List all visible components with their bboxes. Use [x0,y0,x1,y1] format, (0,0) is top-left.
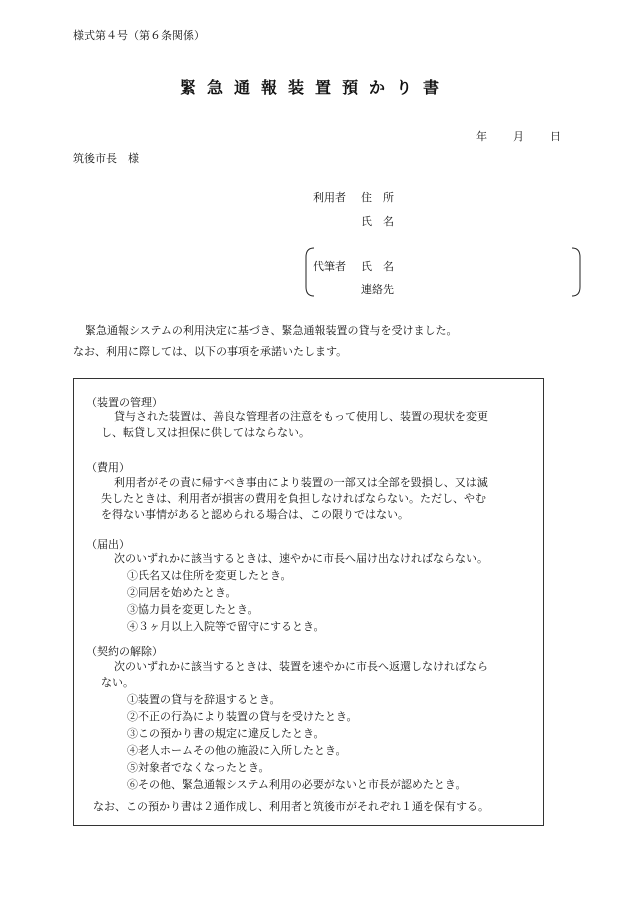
expenses-line: 失したときは、利用者が損害の費用を負担しなければならない。ただし、やむ [101,492,486,505]
terms-box [73,378,544,826]
notification-lead: 次のいずれかに該当するときは、速やかに市長へ届け出なければならない。 [114,552,488,565]
list-item: ③この預かり書の規定に違反したとき。 [127,727,325,740]
expenses-line: を得ない事情があると認められる場合は、この限りではない。 [101,508,409,521]
expenses-line: 利用者がその責に帰すべき事由により装置の一部又は全部を毀損し、又は滅 [114,476,488,489]
proxy-contact-label: 連絡先 [361,283,394,296]
document-title: 緊急通報装置預かり書 [179,78,450,97]
list-item: ④３ヶ月以上入院等で留守にするとき。 [127,620,325,633]
user-address-label: 住 所 [361,191,394,204]
section-heading-notification: （届出） [86,538,130,551]
notification-items [127,567,325,635]
section-heading-management: （装置の管理） [86,396,163,409]
date-day-label: 日 [550,130,561,143]
cancellation-lead: 次のいずれかに該当するときは、装置を速やかに市長へ返還しなければなら [114,660,488,673]
list-item: ⑥その他、緊急通報システム利用の必要がないと市長が認めたとき。 [127,778,467,791]
form-number: 様式第４号（第６条関係） [73,29,205,42]
addressee: 筑後市長 様 [73,152,139,165]
closing-statement: なお、この預かり書は２通作成し、利用者と筑後市がそれぞれ１通を保有する。 [93,800,489,813]
section-heading-expenses: （費用） [86,461,130,474]
list-item: ⑤対象者でなくなったとき。 [127,761,270,774]
cancellation-lead: ない。 [101,676,134,689]
date-month-label: 月 [513,130,524,143]
intro-line: なお、利用に際しては、以下の事項を承諾いたします。 [73,345,348,358]
list-item: ③協力員を変更したとき。 [127,603,259,616]
date-line [476,128,561,144]
list-item: ①氏名又は住所を変更したとき。 [127,569,292,582]
user-label: 利用者 [313,191,346,204]
proxy-label: 代筆者 [313,260,346,273]
cancellation-items [127,691,466,793]
list-item: ②同居を始めたとき。 [127,586,237,599]
section-heading-cancellation: （契約の解除） [86,645,163,658]
management-line: 貸与された装置は、善良な管理者の注意をもって使用し、装置の現状を変更 [114,410,488,423]
user-name-label: 氏 名 [361,215,394,228]
proxy-name-label: 氏 名 [361,260,394,273]
management-line: し、転貸し又は担保に供してはならない。 [101,426,310,439]
proxy-bracket [305,247,581,297]
list-item: ①装置の貸与を辞退するとき。 [127,693,281,706]
date-year-label: 年 [476,130,487,143]
list-item: ④老人ホームその他の施設に入所したとき。 [127,744,347,757]
list-item: ②不正の行為により装置の貸与を受けたとき。 [127,710,358,723]
right-bracket-icon [571,247,581,297]
intro-line: 緊急通報システムの利用決定に基づき、緊急通報装置の貸与を受けました。 [85,324,458,337]
